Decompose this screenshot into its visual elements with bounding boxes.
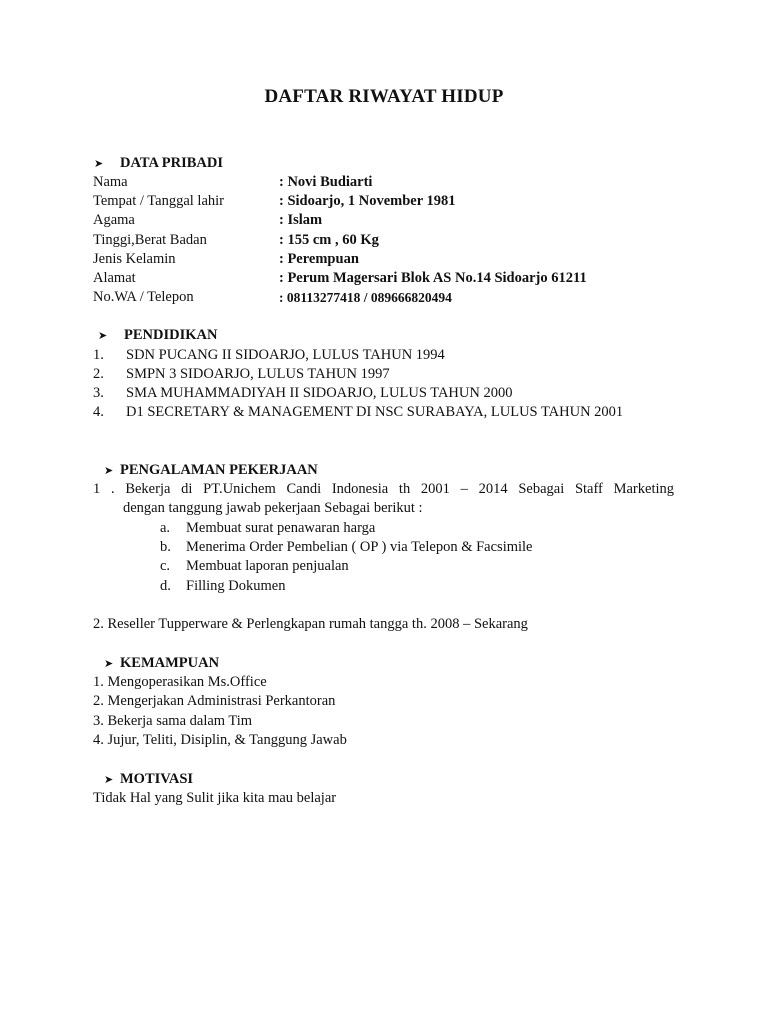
list-item-kemampuan: 4. Jujur, Teliti, Disiplin, & Tanggung Jawab (93, 732, 347, 748)
value-tinggi-berat: : 155 cm , 60 Kg (279, 232, 379, 248)
document-title: DAFTAR RIWAYAT HIDUP (264, 86, 504, 107)
arrow-bullet-icon: ➤ (94, 157, 104, 170)
label-alamat: Alamat (93, 270, 136, 286)
value-tempat-tanggal-lahir: : Sidoarjo, 1 November 1981 (279, 193, 456, 209)
label-agama: Agama (93, 212, 135, 228)
list-item-pendidikan: SMA MUHAMMADIYAH II SIDOARJO, LULUS TAHUN 2000 (126, 385, 513, 401)
task-item: Filling Dokumen (186, 578, 286, 594)
task-item: Menerima Order Pembelian ( OP ) via Telepon & Facsimile (186, 539, 533, 555)
task-letter: b. (160, 539, 171, 555)
task-letter: a. (160, 520, 171, 536)
list-item-num: 3. (93, 385, 104, 401)
value-jenis-kelamin: : Perempuan (279, 251, 359, 267)
value-nama: : Novi Budiarti (279, 174, 373, 190)
pengalaman-item-1-continued: dengan tanggung jawab pekerjaan Sebagai berikut : (123, 500, 423, 516)
arrow-bullet-icon: ➤ (104, 464, 114, 477)
value-alamat: : Perum Magersari Blok AS No.14 Sidoarjo 61211 (279, 270, 587, 286)
section-heading-motivasi: ➤ MOTIVASI (104, 771, 194, 787)
section-heading-data-pribadi: ➤ DATA PRIBADI (94, 155, 223, 171)
task-letter: d. (160, 578, 171, 594)
label-nama: Nama (93, 174, 128, 190)
section-heading-kemampuan: ➤ KEMAMPUAN (104, 655, 220, 671)
section-heading-pendidikan: ➤ PENDIDIKAN (98, 327, 218, 343)
value-telepon: : 08113277418 / 089666820494 (279, 290, 452, 305)
arrow-bullet-icon: ➤ (98, 329, 108, 342)
label-tempat-tanggal-lahir: Tempat / Tanggal lahir (93, 193, 224, 209)
section-heading-pengalaman: ➤ PENGALAMAN PEKERJAAN (104, 462, 318, 478)
list-item-kemampuan: 2. Mengerjakan Administrasi Perkantoran (93, 693, 336, 709)
arrow-bullet-icon: ➤ (104, 657, 114, 670)
list-item-pendidikan: SMPN 3 SIDOARJO, LULUS TAHUN 1997 (126, 366, 390, 382)
list-item-pendidikan: D1 SECRETARY & MANAGEMENT DI NSC SURABAYA, LULUS TAHUN 2001 (126, 404, 624, 420)
label-telepon: No.WA / Telepon (93, 289, 194, 305)
label-jenis-kelamin: Jenis Kelamin (93, 251, 176, 267)
list-item-pendidikan: SDN PUCANG II SIDOARJO, LULUS TAHUN 1994 (126, 347, 445, 363)
list-item-num: 4. (93, 404, 104, 420)
pengalaman-item-2: 2. Reseller Tupperware & Perlengkapan rumah tangga th. 2008 – Sekarang (93, 616, 528, 632)
label-tinggi-berat: Tinggi,Berat Badan (93, 232, 207, 248)
list-item-num: 1. (93, 347, 104, 363)
motivasi-text: Tidak Hal yang Sulit jika kita mau belajar (93, 790, 337, 806)
list-item-num: 2. (93, 366, 104, 382)
task-item: Membuat surat penawaran harga (186, 520, 376, 536)
task-letter: c. (160, 558, 171, 574)
arrow-bullet-icon: ➤ (104, 773, 114, 786)
list-item-kemampuan: 1. Mengoperasikan Ms.Office (93, 674, 267, 690)
value-agama: : Islam (279, 212, 323, 228)
pengalaman-item-1: 1 . Bekerja di PT.Unichem Candi Indonesia th 2001 – 2014 Sebagai Staff Marketing (93, 481, 674, 497)
list-item-kemampuan: 3. Bekerja sama dalam Tim (93, 713, 253, 729)
task-item: Membuat laporan penjualan (186, 558, 349, 574)
